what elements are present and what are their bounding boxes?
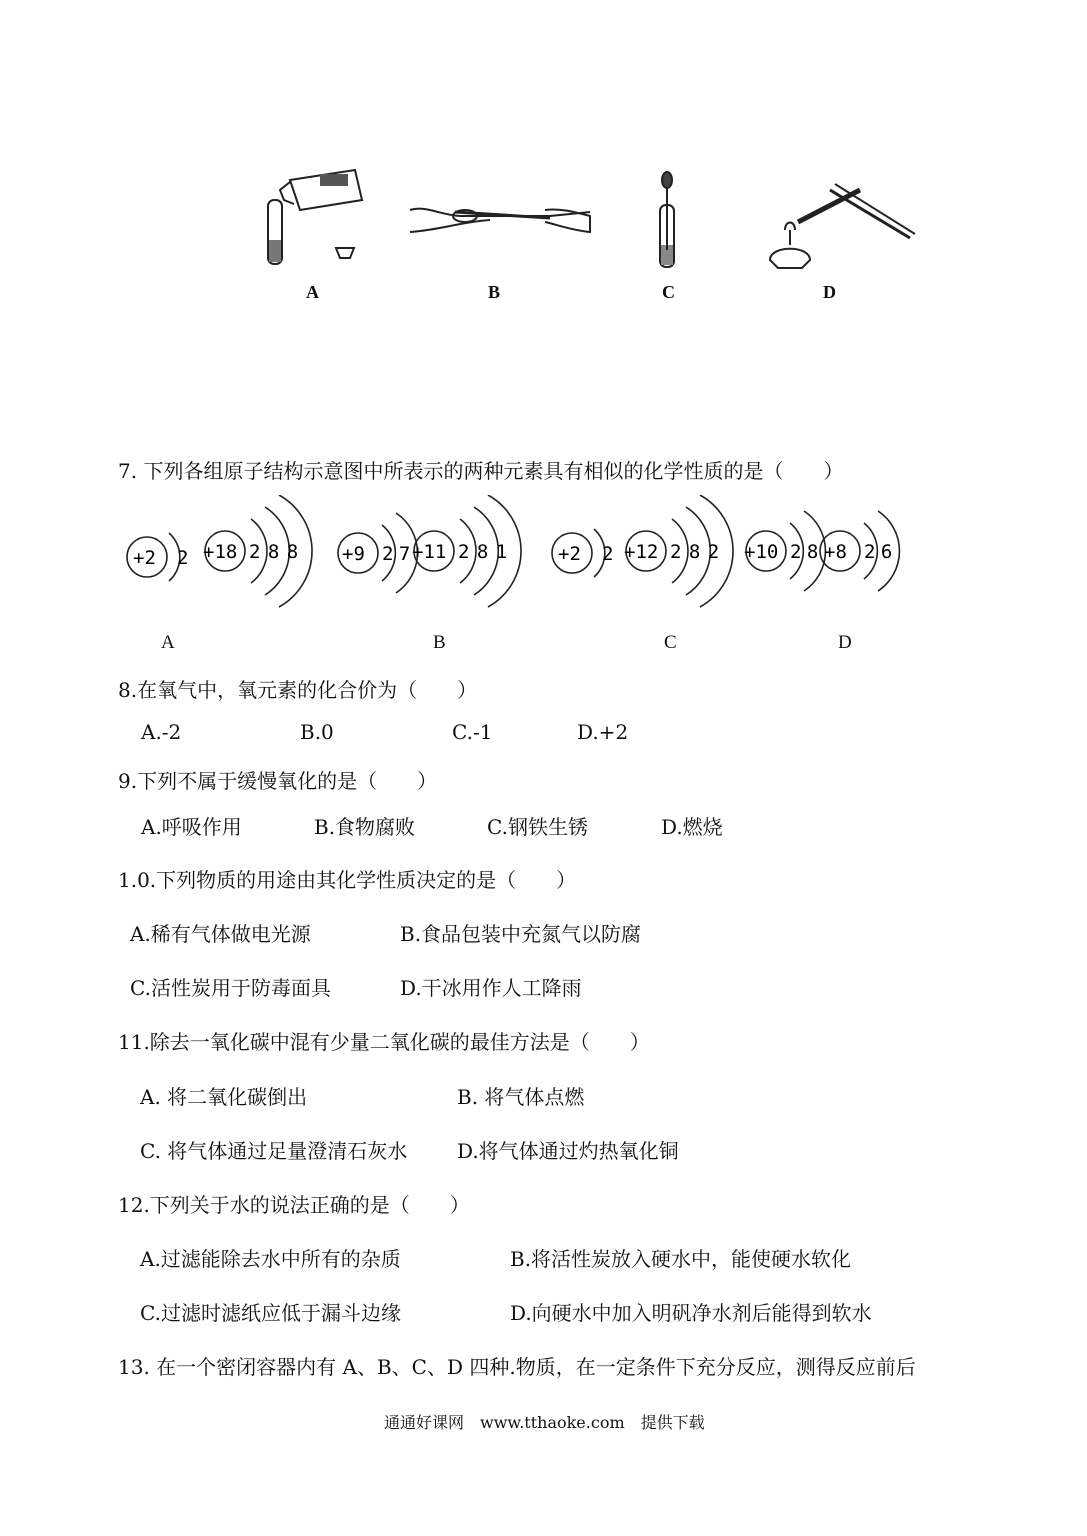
shell-electrons: 2 bbox=[602, 543, 614, 565]
question-13: 13. 在一个密闭容器内有 A、B、C、D 四种.物质，在一定条件下充分反应，测得反应前后 bbox=[118, 1355, 916, 1379]
question-8: 8.在氧气中，氧元素的化合价为（ ） bbox=[118, 678, 478, 702]
nucleus-label: +12 bbox=[624, 541, 659, 563]
nucleus-label: +2 bbox=[558, 543, 581, 565]
handling-illustration bbox=[410, 209, 590, 232]
q10-option-d: D.干冰用作人工降雨 bbox=[400, 976, 582, 1000]
atom-diagram-d1 bbox=[744, 511, 825, 591]
atom-diagram-a1 bbox=[127, 533, 188, 581]
q10-option-a: A.稀有气体做电光源 bbox=[130, 922, 311, 946]
dropper-illustration bbox=[660, 172, 674, 267]
diagram-label-d: D bbox=[838, 632, 852, 653]
page-footer: 通通好课网 www.tthaoke.com 提供下载 bbox=[384, 1413, 705, 1432]
diagram-label-b: B bbox=[433, 632, 446, 653]
atom-diagram-a2 bbox=[203, 495, 312, 607]
nucleus-label: +18 bbox=[203, 541, 238, 563]
q12-option-b: B.将活性炭放入硬水中，能使硬水软化 bbox=[510, 1247, 852, 1271]
nucleus-label: +9 bbox=[342, 543, 365, 565]
figure-label-c: C bbox=[662, 282, 675, 302]
shell-electrons: 2 8 8 bbox=[249, 541, 297, 563]
q11-option-c: C. 将气体通过足量澄清石灰水 bbox=[140, 1139, 408, 1163]
q9-option-b: B.食物腐败 bbox=[314, 815, 416, 839]
atomic-structure-diagrams bbox=[120, 495, 920, 620]
q9-option-d: D.燃烧 bbox=[661, 815, 723, 839]
atom-diagram-c1 bbox=[552, 529, 613, 577]
q12-option-c: C.过滤时滤纸应低于漏斗边缘 bbox=[140, 1301, 401, 1325]
shell-electrons: 2 8 2 bbox=[670, 541, 718, 563]
question-10: 1.0.下列物质的用途由其化学性质决定的是（ ） bbox=[118, 868, 577, 892]
figure-label-b: B bbox=[488, 282, 501, 302]
pouring-liquid-illustration bbox=[268, 170, 362, 264]
question-12: 12.下列关于水的说法正确的是（ ） bbox=[118, 1193, 470, 1217]
heating-illustration bbox=[770, 184, 915, 268]
q8-option-b: B.0 bbox=[300, 720, 334, 744]
nucleus-label: +11 bbox=[412, 541, 447, 563]
q10-option-b: B.食品包装中充氮气以防腐 bbox=[400, 922, 642, 946]
atom-diagram-b2 bbox=[412, 495, 521, 607]
shell-electrons: 2 bbox=[177, 547, 189, 569]
shell-electrons: 2 7 bbox=[382, 543, 408, 565]
q9-option-c: C.钢铁生锈 bbox=[487, 815, 588, 839]
atom-diagram-b1 bbox=[338, 513, 417, 593]
shell-electrons: 2 8 1 bbox=[458, 541, 506, 563]
nucleus-label: +2 bbox=[133, 547, 156, 569]
question-9: 9.下列不属于缓慢氧化的是（ ） bbox=[118, 769, 438, 793]
shell-electrons: 2 8 bbox=[790, 541, 816, 563]
q8-option-d: D.+2 bbox=[577, 720, 629, 744]
q10-option-c: C.活性炭用于防毒面具 bbox=[130, 976, 331, 1000]
q11-option-a: A. 将二氧化碳倒出 bbox=[140, 1085, 308, 1109]
atom-diagram-c2 bbox=[624, 495, 733, 607]
q11-option-d: D.将气体通过灼热氧化铜 bbox=[457, 1139, 679, 1163]
q8-option-a: A.-2 bbox=[141, 720, 182, 744]
atom-diagram-d2 bbox=[820, 511, 899, 591]
q9-option-a: A.呼吸作用 bbox=[141, 815, 242, 839]
q11-option-b: B. 将气体点燃 bbox=[457, 1085, 585, 1109]
diagram-label-c: C bbox=[664, 632, 677, 653]
diagram-label-a: A bbox=[161, 632, 175, 653]
question-11: 11.除去一氧化碳中混有少量二氧化碳的最佳方法是（ ） bbox=[118, 1030, 650, 1054]
q12-option-a: A.过滤能除去水中所有的杂质 bbox=[140, 1247, 401, 1271]
figure-label-d: D bbox=[823, 282, 836, 302]
nucleus-label: +10 bbox=[744, 541, 779, 563]
q12-option-d: D.向硬水中加入明矾净水剂后能得到软水 bbox=[510, 1301, 872, 1325]
nucleus-label: +8 bbox=[824, 541, 847, 563]
question-7: 7. 下列各组原子结构示意图中所表示的两种元素具有相似的化学性质的是（ ） bbox=[118, 459, 844, 483]
q8-option-c: C.-1 bbox=[452, 720, 493, 744]
shell-electrons: 2 6 bbox=[864, 541, 890, 563]
figure-label-a: A bbox=[306, 282, 319, 302]
